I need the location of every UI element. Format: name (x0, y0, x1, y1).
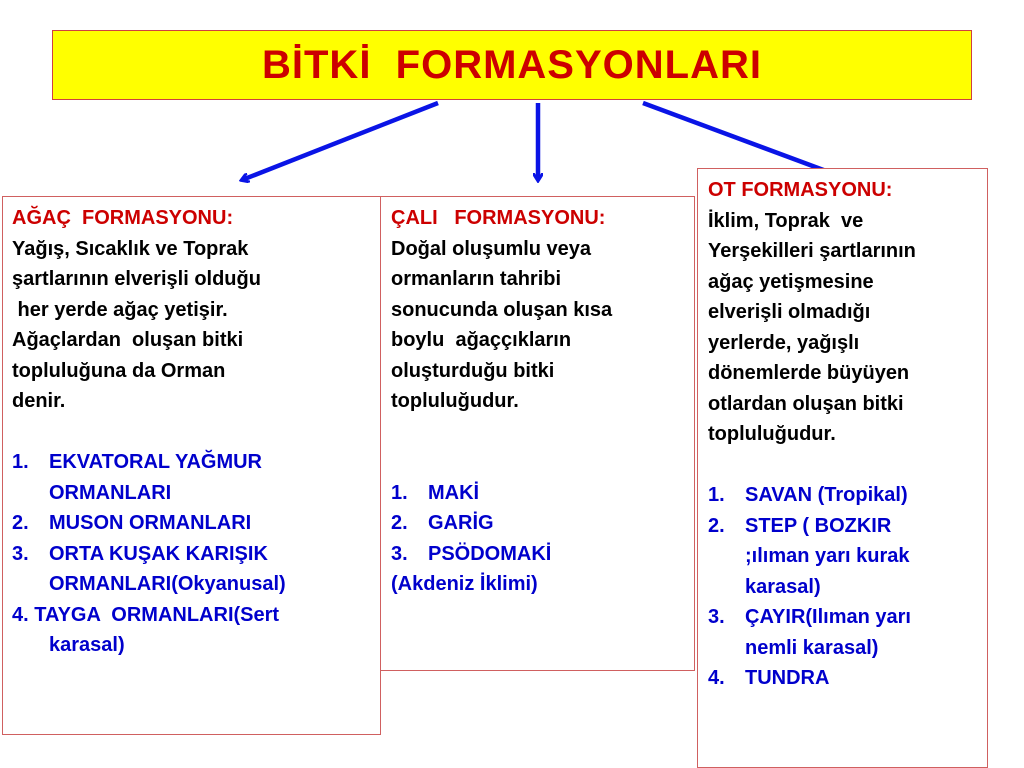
list-text: ;ılıman yarı kurak (745, 545, 910, 567)
cali-text-line: sonucunda oluşan kısa (391, 298, 613, 321)
arrow-left (242, 103, 438, 180)
agac-list-extra: karasal) (49, 634, 125, 656)
list-number: 2. (391, 512, 408, 534)
cali-list-extra: (Akdeniz İklimi) (391, 573, 538, 595)
ot-list-item (708, 480, 987, 511)
cali-list-item (391, 508, 694, 539)
list-text: karasal) (745, 575, 821, 598)
ot-text-line: yerlerde, yağışlı (708, 331, 860, 354)
agac-list-item (12, 447, 380, 508)
agac-text-line: topluluğuna da Orman (12, 359, 226, 382)
list-text: ORMANLARI(Okyanusal) (49, 573, 286, 595)
list-text: ORTA KUŞAK KARIŞIK (49, 542, 268, 565)
list-text: ÇAYIR(Ilıman yarı (745, 606, 911, 628)
ot-text-line: topluluğudur. (708, 423, 836, 445)
list-text: GARİG (428, 512, 494, 534)
ot-text-line: Yerşekilleri şartlarının (708, 240, 916, 262)
list-text: MAKİ (428, 481, 480, 504)
ot-list-item (708, 511, 987, 603)
agac-text-line: şartlarının elverişli olduğu (12, 268, 261, 290)
page-title: BİTKİ FORMASYONLARI (262, 42, 762, 87)
list-number: 3. (12, 542, 29, 565)
agac-list-item (12, 508, 380, 539)
agac-list-item (12, 539, 380, 600)
list-text: PSÖDOMAKİ (428, 542, 552, 565)
ot-formasyonu-box (697, 168, 988, 768)
ot-text-line: otlardan oluşan bitki (708, 392, 904, 415)
agac-text-line: her yerde ağaç yetişir. (12, 298, 228, 321)
list-text: MUSON ORMANLARI (49, 512, 252, 534)
agac-heading: AĞAÇ FORMASYONU: (12, 207, 234, 229)
cali-list-item (391, 478, 694, 509)
cali-heading: ÇALI FORMASYONU: (391, 207, 606, 229)
cali-text-line: Doğal oluşumlu veya (391, 237, 592, 260)
ot-list-item (708, 602, 987, 663)
list-number: 3. (708, 606, 725, 628)
list-number: 4. (708, 667, 725, 689)
agac-text-line: Yağış, Sıcaklık ve Toprak (12, 237, 249, 260)
title-box (52, 30, 972, 100)
list-text: nemli karasal) (745, 636, 879, 659)
list-text: EKVATORAL YAĞMUR (49, 451, 262, 473)
ot-text-line: ağaç yetişmesine (708, 270, 874, 293)
ot-heading: OT FORMASYONU: (708, 179, 893, 201)
ot-text-line: dönemlerde büyüyen (708, 362, 910, 384)
cali-list-item (391, 539, 694, 570)
list-number: 2. (12, 512, 29, 534)
ot-text-line: İklim, Toprak ve (708, 209, 864, 232)
list-text: TUNDRA (745, 667, 830, 689)
list-text: ORMANLARI (49, 481, 172, 504)
list-number: 2. (708, 514, 725, 537)
agac-formasyonu-box (2, 196, 381, 735)
cali-text-line: ormanların tahribi (391, 268, 562, 290)
cali-text-line: topluluğudur. (391, 390, 519, 412)
cali-formasyonu-box (380, 196, 695, 671)
list-number: 1. (708, 484, 725, 506)
cali-text-line: boylu ağaççıkların (391, 329, 572, 351)
agac-text-line: Ağaçlardan oluşan bitki (12, 329, 244, 351)
cali-text-line: oluşturduğu bitki (391, 359, 555, 382)
ot-text-line: elverişli olmadığı (708, 301, 871, 323)
agac-text-line: denir. (12, 390, 66, 412)
list-number: 1. (391, 481, 408, 504)
list-number: 1. (12, 451, 29, 473)
list-number: 3. (391, 542, 408, 565)
arrow-right (643, 103, 845, 178)
list-text: SAVAN (Tropikal) (745, 484, 908, 506)
list-text: STEP ( BOZKIR (745, 514, 892, 537)
agac-list-extra: 4. TAYGA ORMANLARI(Sert (12, 603, 280, 626)
ot-list-item (708, 663, 987, 694)
